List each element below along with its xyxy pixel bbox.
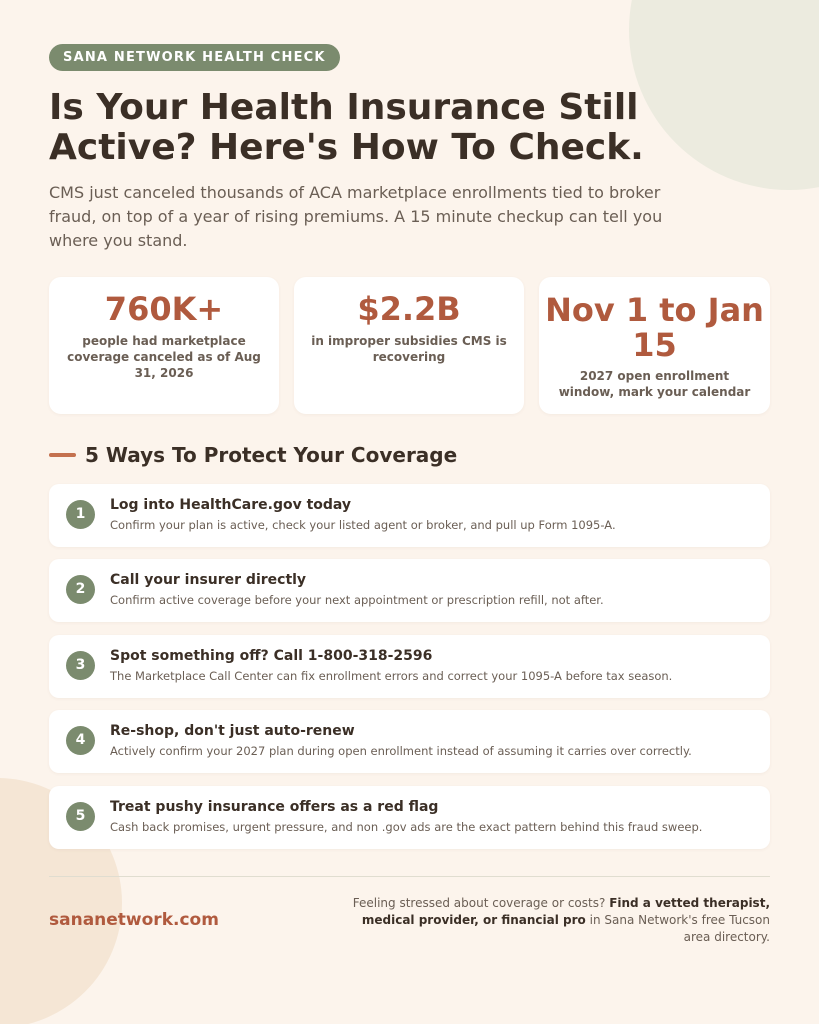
- step-card: [49, 559, 770, 622]
- footer-note-tail: in Sana Network's free Tucson area directory.: [589, 913, 770, 944]
- section-accent-bar: [49, 453, 76, 457]
- step-number-badge: 3: [66, 651, 95, 680]
- brand-badge: SANA NETWORK HEALTH CHECK: [49, 44, 340, 71]
- step-description: The Marketplace Call Center can fix enrollment errors and correct your 1095-A before tax season.: [110, 669, 673, 683]
- footer-note-bold: Find a vetted therapist, medical provider, or financial pro: [361, 896, 770, 927]
- stat-label: in improper subsidies CMS is recovering: [311, 334, 507, 364]
- step-number-badge: 5: [66, 802, 95, 831]
- stat-card-cancellations: [49, 277, 279, 414]
- step-title: Re-shop, don't just auto-renew: [110, 723, 355, 739]
- stat-label: 2027 open enrollment window, mark your calendar: [558, 369, 751, 399]
- footer-divider: [49, 876, 770, 877]
- page-title: Is Your Health Insurance Still Active? Here's How To Check.: [49, 87, 644, 168]
- step-description: Cash back promises, urgent pressure, and non .gov ads are the exact pattern behind this fraud sweep.: [110, 820, 703, 834]
- step-card: [49, 786, 770, 849]
- stat-value: Nov 1 to Jan 15: [545, 291, 764, 364]
- stat-value: 760K+: [104, 290, 224, 328]
- step-number-badge: 1: [66, 500, 95, 529]
- step-title: Treat pushy insurance offers as a red flag: [110, 799, 439, 815]
- step-description: Confirm your plan is active, check your listed agent or broker, and pull up Form 1095-A.: [110, 518, 616, 532]
- section-title: 5 Ways To Protect Your Coverage: [85, 443, 458, 467]
- step-title: Call your insurer directly: [110, 572, 307, 588]
- stat-value: $2.2B: [357, 290, 461, 328]
- stats-row: [49, 277, 770, 414]
- step-description: Actively confirm your 2027 plan during open enrollment instead of assuming it carries over correctly.: [110, 744, 692, 758]
- step-number-badge: 4: [66, 726, 95, 755]
- step-description: Confirm active coverage before your next appointment or prescription refill, not after.: [110, 593, 604, 607]
- section-header: [49, 442, 457, 468]
- footer-note-lead: Feeling stressed about coverage or costs?: [352, 896, 606, 910]
- intro-paragraph: CMS just canceled thousands of ACA marketplace enrollments tied to broker fraud, on top of a year of rising premiums. A 15 minute checkup can tell you where you stand.: [49, 183, 663, 250]
- step-card: [49, 635, 770, 698]
- step-card: [49, 484, 770, 547]
- step-title: Spot something off? Call 1-800-318-2596: [110, 648, 433, 664]
- stat-card-enrollment-window: [539, 277, 770, 414]
- website-link[interactable]: sananetwork.com: [49, 910, 219, 930]
- stat-card-subsidies: [294, 277, 524, 414]
- step-number-badge: 2: [66, 575, 95, 604]
- footer-note: [350, 895, 770, 946]
- stat-label: people had marketplace coverage canceled as of Aug 31, 2026: [67, 334, 261, 380]
- step-card: [49, 710, 770, 773]
- step-title: Log into HealthCare.gov today: [110, 497, 352, 513]
